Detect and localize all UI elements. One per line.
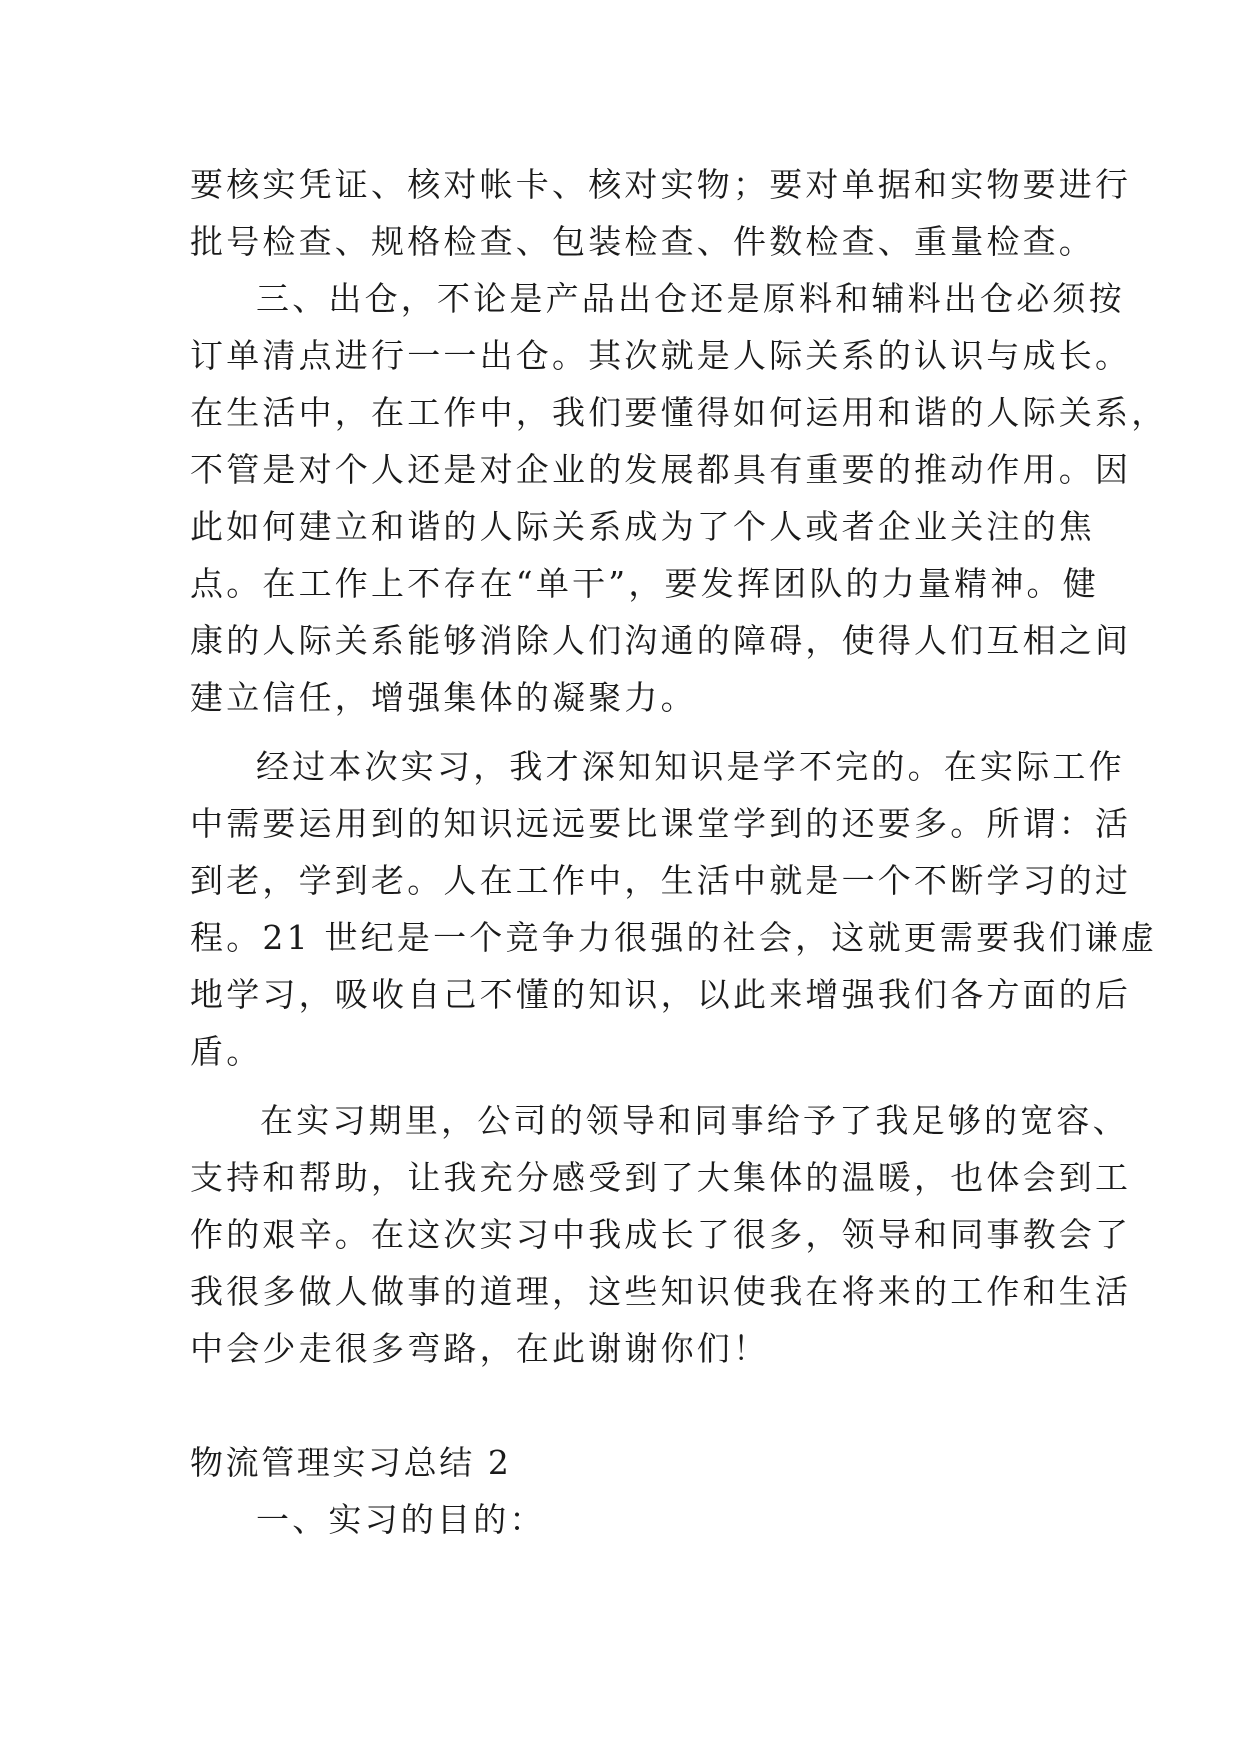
paragraph-4-line-2: 支持和帮助，让我充分感受到了大集体的温暖，也体会到工 — [190, 1158, 1132, 1197]
paragraph-3-line-2: 中需要运用到的知识远远要比课堂学到的还要多。所谓：活 — [190, 804, 1132, 843]
paragraph-2-line-6: 点。在工作上不存在“单干”，要发挥团队的力量精神。健 — [190, 564, 1099, 603]
paragraph-2-line-4: 不管是对个人还是对企业的发展都具有重要的推动作用。因 — [190, 450, 1132, 489]
section-heading-1: 一、实习的目的： — [256, 1500, 546, 1539]
paragraph-3-line-5: 地学习，吸收自己不懂的知识，以此来增强我们各方面的后 — [190, 975, 1132, 1014]
paragraph-4-line-5: 中会少走很多弯路，在此谢谢你们！ — [190, 1329, 770, 1368]
paragraph-2-line-1: 三、出仓，不论是产品出仓还是原料和辅料出仓必须按 — [256, 279, 1125, 318]
paragraph-4-line-4: 我很多做人做事的道理，这些知识使我在将来的工作和生活 — [190, 1272, 1132, 1311]
paragraph-2-line-3: 在生活中，在工作中，我们要懂得如何运用和谐的人际关系， — [190, 393, 1168, 432]
paragraph-4-line-3: 作的艰辛。在这次实习中我成长了很多，领导和同事教会了 — [190, 1215, 1132, 1254]
paragraph-2-line-2: 订单清点进行一一出仓。其次就是人际关系的认识与成长。 — [190, 336, 1132, 375]
paragraph-1-line-2: 批号检查、规格检查、包装检查、件数检查、重量检查。 — [190, 222, 1095, 261]
paragraph-3-line-6: 盾。 — [190, 1032, 263, 1071]
paragraph-3-line-1: 经过本次实习，我才深知知识是学不完的。在实际工作 — [256, 747, 1125, 786]
paragraph-2-line-7: 康的人际关系能够消除人们沟通的障碍，使得人们互相之间 — [190, 621, 1132, 660]
paragraph-4-line-1: 在实习期里，公司的领导和同事给予了我足够的宽容、 — [260, 1101, 1129, 1140]
paragraph-2-line-5: 此如何建立和谐的人际关系成为了个人或者企业关注的焦 — [190, 507, 1095, 546]
paragraph-1-line-1: 要核实凭证、核对帐卡、核对实物；要对单据和实物要进行 — [190, 165, 1132, 204]
paragraph-3-line-4: 程。21 世纪是一个竞争力很强的社会，这就更需要我们谦虚 — [190, 918, 1158, 957]
paragraph-2-line-8: 建立信任，增强集体的凝聚力。 — [190, 678, 697, 717]
paragraph-3-line-3: 到老，学到老。人在工作中，生活中就是一个不断学习的过 — [190, 861, 1132, 900]
section-title: 物流管理实习总结 2 — [190, 1443, 512, 1482]
